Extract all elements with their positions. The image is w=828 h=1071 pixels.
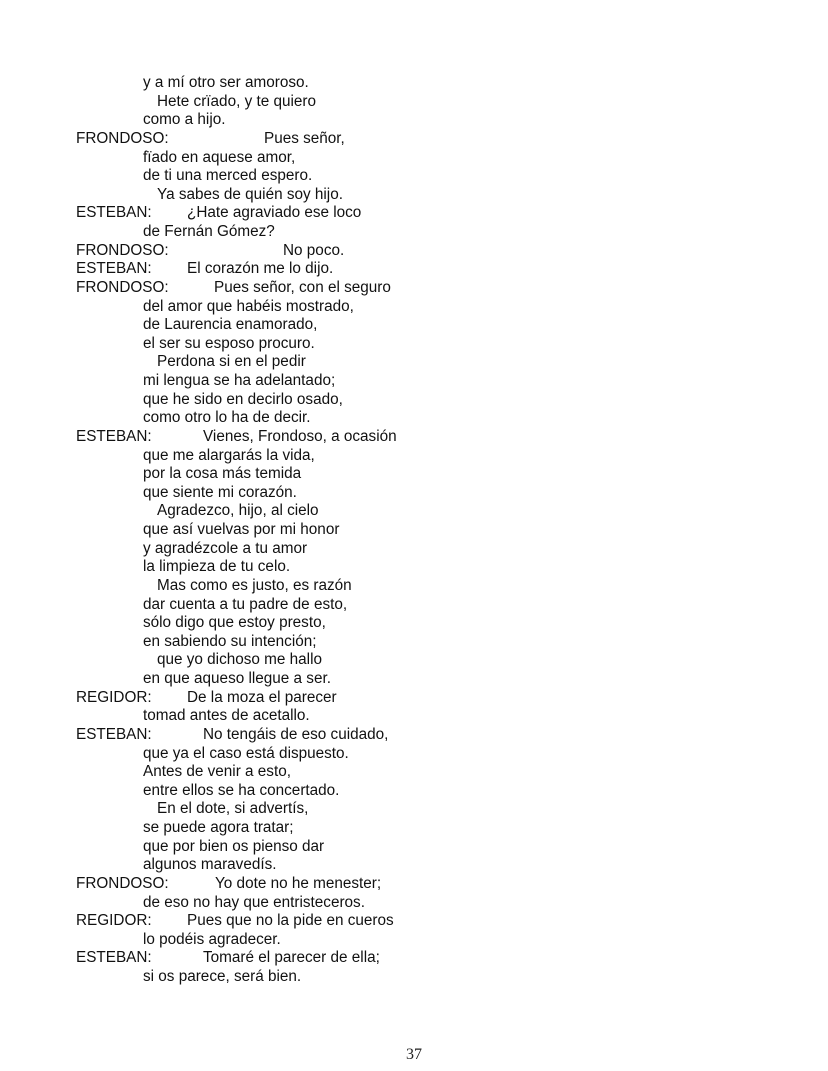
verse-line xyxy=(0,763,828,782)
verse-text: que yo dichoso me hallo xyxy=(157,651,322,669)
verse-text: mi lengua se ha adelantado; xyxy=(143,372,336,389)
verse-text: En el dote, si advertís, xyxy=(157,800,309,818)
verse-line xyxy=(0,279,828,298)
speaker-name: FRONDOSO: xyxy=(76,241,169,259)
verse-line xyxy=(0,838,828,857)
verse-line xyxy=(0,819,828,838)
speaker-name: ESTEBAN: xyxy=(76,725,152,743)
verse-text: Antes de venir a esto, xyxy=(143,763,291,781)
verse-text: de Fernán Gómez? xyxy=(143,223,275,240)
verse-text: Vienes, Frondoso, a ocasión xyxy=(203,427,397,445)
verse-line xyxy=(0,242,828,261)
verse-line xyxy=(0,409,828,428)
verse-text: Tomaré el parecer de ella; xyxy=(203,949,380,967)
verse-text: El corazón me lo dijo. xyxy=(187,260,334,278)
verse-text: Agradezco, hijo, al cielo xyxy=(157,502,319,520)
verse-text: Pues que no la pide en cueros xyxy=(187,912,394,930)
verse-line xyxy=(0,502,828,521)
verse-text: del amor que habéis mostrado, xyxy=(143,297,354,315)
verse-text: como otro lo ha de decir. xyxy=(143,409,311,427)
verse-line xyxy=(0,894,828,913)
verse-text: Hete crïado, y te quiero xyxy=(157,92,317,110)
verse-line xyxy=(0,316,828,335)
verse-line xyxy=(0,149,828,168)
verse-line xyxy=(0,167,828,186)
verse-text: y agradézcole a tu amor xyxy=(143,539,308,557)
verse-line xyxy=(0,391,828,410)
verse-line xyxy=(0,260,828,279)
verse-line xyxy=(0,745,828,764)
verse-line xyxy=(0,614,828,633)
verse-text: tomad antes de acetallo. xyxy=(143,707,310,725)
verse-text: que ya el caso está dispuesto. xyxy=(143,744,349,762)
verse-line xyxy=(0,931,828,950)
verse-text: y a mí otro ser amoroso. xyxy=(143,74,309,91)
verse-line xyxy=(0,596,828,615)
verse-text: entre ellos se ha concertado. xyxy=(143,781,340,799)
verse-text: que siente mi corazón. xyxy=(143,483,297,501)
verse-text: Pues señor, xyxy=(264,129,345,147)
verse-text: Mas como es justo, es razón xyxy=(157,576,352,594)
verse-text: que por bien os pienso dar xyxy=(143,837,325,855)
verse-line xyxy=(0,204,828,223)
verse-text: el ser su esposo procuro. xyxy=(143,334,315,352)
speaker-name: ESTEBAN: xyxy=(76,260,152,278)
verse-dialogue xyxy=(0,74,828,987)
verse-text: algunos maravedís. xyxy=(143,856,277,874)
verse-line xyxy=(0,670,828,689)
speaker-name: ESTEBAN: xyxy=(76,949,152,967)
verse-line xyxy=(0,968,828,987)
verse-line xyxy=(0,335,828,354)
verse-text: de Laurencia enamorado, xyxy=(143,316,318,334)
verse-line xyxy=(0,74,828,93)
verse-line xyxy=(0,912,828,931)
verse-line xyxy=(0,856,828,875)
verse-text: por la cosa más temida xyxy=(143,465,302,483)
verse-text: dar cuenta a tu padre de esto, xyxy=(143,595,348,613)
verse-line xyxy=(0,949,828,968)
verse-line xyxy=(0,800,828,819)
verse-text: que me alargarás la vida, xyxy=(143,446,315,464)
verse-text: De la moza el parecer xyxy=(187,688,337,706)
verse-text: en sabiendo su intención; xyxy=(143,632,317,650)
verse-line xyxy=(0,558,828,577)
verse-text: sólo digo que estoy presto, xyxy=(143,614,326,632)
verse-line xyxy=(0,111,828,130)
verse-line xyxy=(0,577,828,596)
verse-line xyxy=(0,484,828,503)
verse-text: la limpieza de tu celo. xyxy=(143,558,291,576)
verse-text: que así vuelvas por mi honor xyxy=(143,521,340,538)
verse-line xyxy=(0,447,828,466)
verse-text: Ya sabes de quién soy hijo. xyxy=(157,185,343,203)
speaker-name: FRONDOSO: xyxy=(76,129,169,147)
verse-text: lo podéis agradecer. xyxy=(143,930,281,948)
verse-line xyxy=(0,521,828,540)
verse-line xyxy=(0,372,828,391)
verse-text: fïado en aquese amor, xyxy=(143,148,296,166)
verse-line xyxy=(0,689,828,708)
verse-text: de eso no hay que entristeceros. xyxy=(143,893,365,911)
verse-line xyxy=(0,726,828,745)
verse-line xyxy=(0,651,828,670)
verse-text: se puede agora tratar; xyxy=(143,819,294,836)
page-number: 37 xyxy=(406,1046,422,1063)
verse-line xyxy=(0,465,828,484)
verse-line xyxy=(0,633,828,652)
verse-text: que he sido en decirlo osado, xyxy=(143,390,343,408)
verse-text: No tengáis de eso cuidado, xyxy=(203,725,389,743)
speaker-name: REGIDOR: xyxy=(76,688,152,706)
verse-line xyxy=(0,707,828,726)
verse-line xyxy=(0,875,828,894)
speaker-name: ESTEBAN: xyxy=(76,204,152,222)
verse-text: en que aqueso llegue a ser. xyxy=(143,670,331,687)
verse-line xyxy=(0,298,828,317)
verse-text: ¿Hate agraviado ese loco xyxy=(187,204,362,222)
verse-text: si os parece, será bien. xyxy=(143,968,302,985)
verse-text: Yo dote no he menester; xyxy=(215,874,382,892)
speaker-name: FRONDOSO: xyxy=(76,874,169,892)
verse-line xyxy=(0,782,828,801)
verse-line xyxy=(0,353,828,372)
verse-text: Perdona si en el pedir xyxy=(157,353,306,371)
verse-line xyxy=(0,540,828,559)
verse-text: como a hijo. xyxy=(143,111,226,129)
verse-line xyxy=(0,223,828,242)
verse-line xyxy=(0,130,828,149)
verse-line xyxy=(0,93,828,112)
verse-text: No poco. xyxy=(283,241,345,259)
verse-text: de ti una merced espero. xyxy=(143,167,313,185)
speaker-name: FRONDOSO: xyxy=(76,278,169,296)
speaker-name: ESTEBAN: xyxy=(76,427,152,445)
verse-text: Pues señor, con el seguro xyxy=(214,278,391,296)
speaker-name: REGIDOR: xyxy=(76,912,152,930)
verse-line xyxy=(0,428,828,447)
verse-line xyxy=(0,186,828,205)
